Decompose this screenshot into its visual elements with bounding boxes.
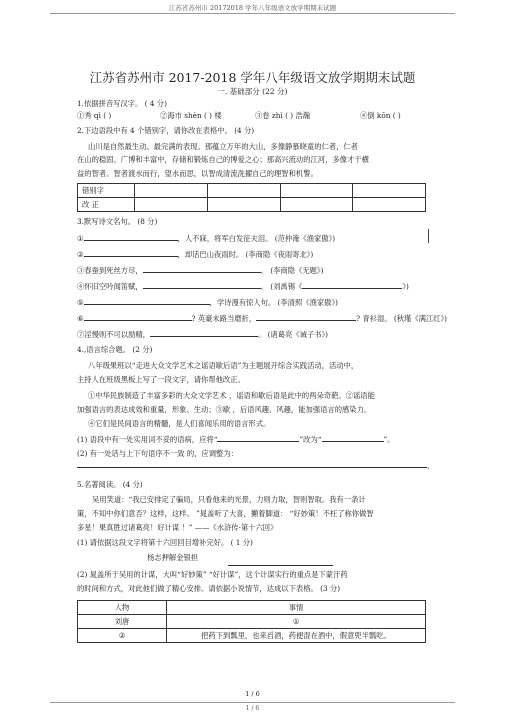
q3-line-2: ② ，却话巴山夜雨时。 (李商隐《夜雨寄北》) [77, 250, 314, 259]
answer-cell[interactable] [135, 184, 208, 198]
question-2: 2.下边语段中有 4 个错别字，请你改在表格中。 (4 分) [77, 126, 255, 135]
table-cell[interactable]: ① [167, 615, 426, 629]
q5-paragraph-line: 吴用笑道：“我已安排定了骗局，只看他来的光景，力则力取，智则智取。我有一条计 [92, 495, 366, 504]
page-number-secondary: 1 / 6 [245, 705, 260, 712]
q5-subquestion-2-line: 的时间和方式，对此他们做了精心安排。请依据小说情节，达成以下表格。 (3 分) [77, 584, 341, 593]
q5-paragraph-line: 多星！果真胜过诸葛亮！好计谋 ！” ——《水浒传·第十六回》 [77, 523, 278, 532]
answer-blank[interactable] [84, 249, 178, 257]
q2-paragraph-line: 山川是自然最生动、最完满的表现。那蕴立万年的大山，多像静慕晓童的仁者，仁者 [88, 142, 358, 151]
page-number: 1 / 6 [245, 690, 260, 698]
q4-subquestion-2: (2) 有一处话与上下句语序不一致 的，应调整为： [77, 449, 238, 458]
answer-blank[interactable] [84, 233, 178, 241]
answer-blank[interactable] [256, 313, 356, 321]
answer-blank[interactable] [143, 265, 261, 273]
answer-blank[interactable] [322, 434, 384, 442]
answer-cell[interactable] [353, 198, 426, 212]
answer-cell[interactable] [207, 198, 280, 212]
answer-cell[interactable] [207, 184, 280, 198]
answer-cell[interactable] [353, 184, 426, 198]
q4-paragraph-line: 加强语言的表达成效和重量，形象、生动；③歇 ，后语风趣、风趣，能加强语言的感染力。 [77, 405, 372, 414]
q4-paragraph-line: ①中华民族制造了丰富多彩的大众文学艺术 ，谣语和歇后语是此中的两朵奇葩。②谣语能 [88, 391, 375, 400]
q3-line-5: ⑤ ，学诗漫有惊人句。 (李清照《渔家傲》) [77, 298, 338, 307]
section-heading: 一. 基础部分 (22 分) [217, 87, 288, 96]
table-label: 错别字 [78, 184, 135, 198]
header-rule [50, 13, 455, 14]
q3-line-4: ④怀旧空吟闻笛赋， 。 (刘禹锡《 》) [77, 282, 409, 291]
answer-cell[interactable] [135, 198, 208, 212]
answer-blank[interactable] [77, 460, 427, 468]
q1-item: ②海市 shèn ( ) 楼 [160, 111, 222, 120]
running-header: 江苏省苏州市 20172018 学年八年级语文放学期期末试题 [168, 4, 337, 12]
margin-mark [428, 229, 429, 243]
q5-chapter-blank [228, 558, 333, 568]
table-cell[interactable]: ② [78, 629, 167, 643]
question-3: 3.默写诗文名句。 (8 分) [77, 217, 158, 226]
table-cell: 刘唐 [78, 615, 167, 629]
table-header: 事情 [167, 601, 426, 615]
q4-answer-line: ， [77, 460, 434, 470]
q2-paragraph-line: 益的智者。智者渡水而行，望水而思，以智成清流洗擢自己的理智和机警。 [77, 169, 318, 178]
q1-item: ④倒 kōn ( ) [360, 111, 401, 120]
q4-subquestion-1: (1) 语段中有一处实用词不妥的语病，应将“ ”改为“ ”。 [77, 435, 395, 444]
answer-blank[interactable] [217, 434, 299, 442]
answer-cell[interactable] [280, 198, 353, 212]
q3-line-3: ③春蚕到死丝方尽， 。 (李商隐《无题》) [77, 266, 324, 275]
question-1: 1.依据拼音写汉字。 ( 4 分) [77, 99, 167, 108]
answer-cell[interactable] [280, 184, 353, 198]
q5-subquestion-1: (1) 请依据这段文字将第十六回回目增补完好。 ( 1 分) [77, 538, 253, 547]
plot-table [77, 600, 426, 643]
page-title: 江苏省苏州市 2017-2018 学年八年级语文放学期期末试题 [89, 70, 416, 85]
footer-rule [50, 702, 455, 703]
q3-line-1: ① ，人不寐，将军白发征夫泪。 (范仲淹《渔家傲》) [77, 234, 336, 243]
table-label: 改 正 [78, 198, 135, 212]
q1-item: ③卷 zhì ( ) 浩瀚 [255, 111, 311, 120]
q2-paragraph-line: 在山的稳固、广博和丰富中，存储和锻炼自己的博爱之心；那高兴流动的江河，多像才干横 [77, 155, 369, 164]
q3-line-6: ⑥ ? 英豪未路当磨折， ? 青衫湿。 (秋瑾《满江红》) [77, 314, 448, 323]
q5-chapter-title: 杨志押解金银担 [147, 553, 199, 562]
q3-line-7: ⑦淫慢则不可以励精， 。 (诸葛亮《诫子书》) [77, 330, 329, 339]
correction-table [77, 183, 426, 212]
answer-blank[interactable] [302, 281, 402, 289]
q1-item: ①秀 qì ( ) [77, 111, 112, 120]
answer-blank[interactable] [228, 558, 333, 566]
table-header: 人物 [78, 601, 167, 615]
answer-blank[interactable] [84, 313, 192, 321]
table-cell: 把药下到瓢里，也来舀酒，药便混在酒中，假意兜半瓢吃。 [167, 629, 426, 643]
q4-paragraph-line: ④它们是民间语言的精髓，是人们喜闻乐用的语言形式。 [88, 419, 271, 428]
q4-paragraph-line: 主持人在班级黑板上写了一段文字，请你帮他改正。 [77, 375, 245, 384]
q5-subquestion-2-line: (2) 晁盖所于吴用的计谋，大叫“好妙策” “好计谋”，这个计谋实行的重点是下蒙汗药 [77, 570, 348, 579]
q5-paragraph-line: 策，不知中你们意否？这样，这样。 ”晁盖听了大喜，攧着脚道： “好妙策！不枉了称你做智 [77, 509, 374, 518]
question-5: 5.名著阅读。 (4 分) [77, 480, 143, 489]
question-4: 4.,语言综合题。 (2 分) [77, 345, 153, 354]
answer-blank[interactable] [150, 329, 258, 337]
answer-blank[interactable] [143, 281, 261, 289]
answer-blank[interactable] [84, 297, 210, 305]
q4-paragraph-line: 八年级果班以“走进大众文学艺术之谣语歇后语”为主题展开综合实践活动，活动中， [88, 361, 359, 370]
